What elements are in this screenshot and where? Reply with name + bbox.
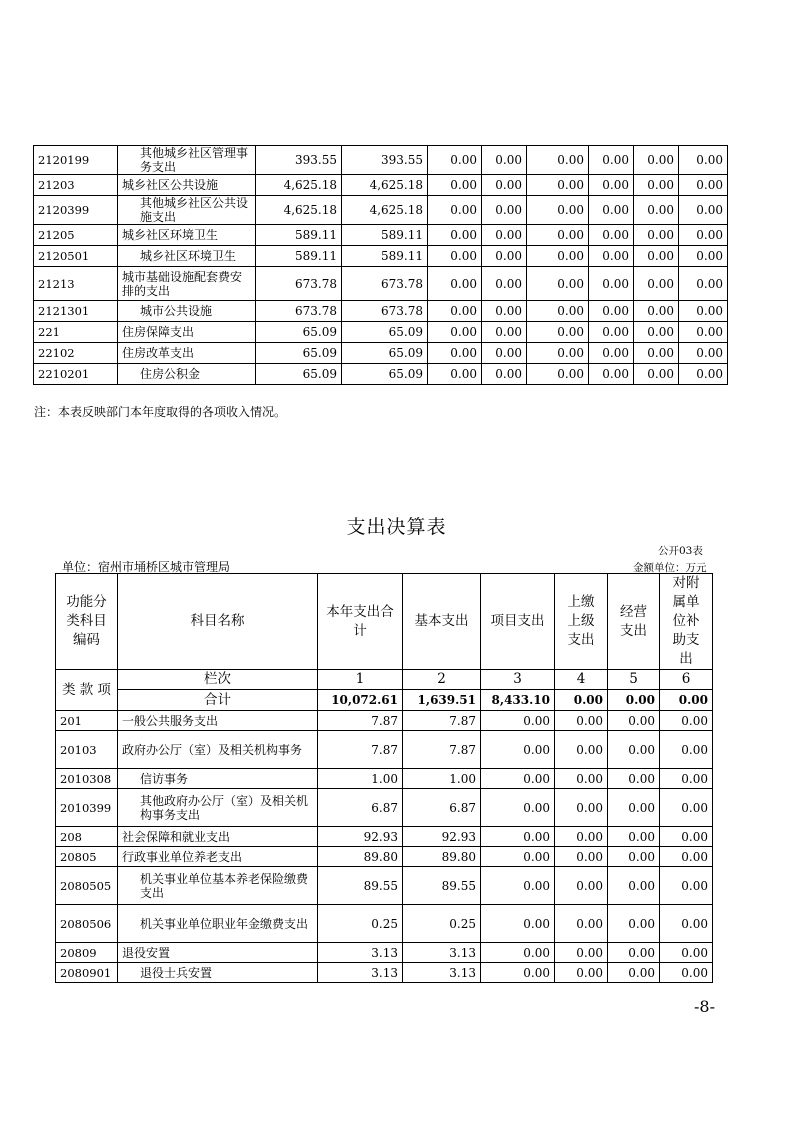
- row-name: 城市公共设施: [118, 301, 256, 322]
- row-value-2: 673.78: [342, 267, 428, 301]
- row-value-2: 4,625.18: [342, 175, 428, 196]
- row-value-1: 92.93: [318, 827, 403, 847]
- row-value-6: 0.00: [660, 789, 713, 827]
- row-value-2: 3.13: [403, 963, 481, 983]
- row-value-1: 589.11: [256, 225, 342, 246]
- row-value-2: 89.55: [403, 867, 481, 905]
- total-c6: 0.00: [660, 690, 713, 711]
- row-code: 2080901: [56, 963, 118, 983]
- table-row: [56, 711, 713, 731]
- col-num-6: 6: [660, 670, 713, 690]
- row-value-1: 65.09: [256, 322, 342, 343]
- row-value-4: 0.00: [482, 246, 527, 267]
- row-value-1: 589.11: [256, 246, 342, 267]
- row-name: 信访事务: [118, 769, 318, 789]
- table-row: [56, 731, 713, 769]
- row-value-2: 92.93: [403, 827, 481, 847]
- row-value-6: 0.00: [660, 711, 713, 731]
- row-code: 2010308: [56, 769, 118, 789]
- table-row: [34, 225, 728, 246]
- row-value-1: 4,625.18: [256, 196, 342, 225]
- row-value-6: 0.00: [660, 847, 713, 867]
- row-code: 2120501: [34, 246, 118, 267]
- row-value-3: 0.00: [428, 146, 482, 175]
- col-num-5: 5: [608, 670, 660, 690]
- table-row: [56, 827, 713, 847]
- row-value-4: 0.00: [482, 267, 527, 301]
- row-value-8: 0.00: [679, 196, 728, 225]
- header-c3: 项目支出: [481, 574, 555, 670]
- row-value-6: 0.00: [660, 827, 713, 847]
- total-c5: 0.00: [608, 690, 660, 711]
- row-value-1: 393.55: [256, 146, 342, 175]
- row-value-3: 0.00: [481, 789, 555, 827]
- row-value-2: 393.55: [342, 146, 428, 175]
- kind-kuan: 款: [79, 681, 94, 698]
- row-value-4: 0.00: [482, 301, 527, 322]
- income-table-body: [34, 146, 728, 385]
- row-value-7: 0.00: [634, 225, 679, 246]
- row-value-7: 0.00: [634, 364, 679, 385]
- col-num-4: 4: [555, 670, 608, 690]
- row-value-2: 3.13: [403, 943, 481, 963]
- total-c2: 1,639.51: [403, 690, 481, 711]
- table-row: [56, 789, 713, 827]
- row-value-6: 0.00: [660, 731, 713, 769]
- row-value-5: 0.00: [608, 731, 660, 769]
- header-c4: 上缴上级支出: [555, 574, 608, 670]
- row-value-4: 0.00: [482, 364, 527, 385]
- row-code: 20805: [56, 847, 118, 867]
- row-value-3: 0.00: [481, 847, 555, 867]
- row-value-2: 0.25: [403, 905, 481, 943]
- table-row: [56, 847, 713, 867]
- row-code: 2120399: [34, 196, 118, 225]
- table-row: [34, 301, 728, 322]
- total-c1: 10,072.61: [318, 690, 403, 711]
- row-value-8: 0.00: [679, 267, 728, 301]
- row-name: 城市基础设施配套费安排的支出: [118, 267, 256, 301]
- row-code: 22102: [34, 343, 118, 364]
- table-row: [34, 246, 728, 267]
- row-value-5: 0.00: [527, 267, 589, 301]
- table-row: [34, 322, 728, 343]
- row-value-2: 589.11: [342, 225, 428, 246]
- row-value-1: 3.13: [318, 943, 403, 963]
- row-code: 2121301: [34, 301, 118, 322]
- total-label: 合计: [118, 690, 318, 711]
- row-value-8: 0.00: [679, 364, 728, 385]
- row-value-3: 0.00: [481, 963, 555, 983]
- row-value-5: 0.00: [527, 196, 589, 225]
- total-row: [56, 690, 713, 711]
- row-value-8: 0.00: [679, 246, 728, 267]
- row-code: 221: [34, 322, 118, 343]
- row-code: 2080505: [56, 867, 118, 905]
- row-name: 机关事业单位职业年金缴费支出: [118, 905, 318, 943]
- header-c1: 本年支出合计: [318, 574, 403, 670]
- row-code: 2120199: [34, 146, 118, 175]
- row-value-3: 0.00: [481, 867, 555, 905]
- row-value-4: 0.00: [555, 867, 608, 905]
- row-value-1: 65.09: [256, 364, 342, 385]
- row-value-5: 0.00: [527, 322, 589, 343]
- row-value-4: 0.00: [555, 943, 608, 963]
- row-code: 21205: [34, 225, 118, 246]
- row-value-1: 0.25: [318, 905, 403, 943]
- row-value-8: 0.00: [679, 175, 728, 196]
- row-value-3: 0.00: [428, 364, 482, 385]
- row-value-6: 0.00: [660, 867, 713, 905]
- row-value-5: 0.00: [608, 867, 660, 905]
- row-value-5: 0.00: [527, 225, 589, 246]
- row-value-4: 0.00: [555, 711, 608, 731]
- table-row: [34, 343, 728, 364]
- header-c5: 经营支出: [608, 574, 660, 670]
- row-value-7: 0.00: [634, 267, 679, 301]
- row-code: 2010399: [56, 789, 118, 827]
- row-value-3: 0.00: [428, 343, 482, 364]
- row-value-4: 0.00: [555, 769, 608, 789]
- row-value-5: 0.00: [608, 963, 660, 983]
- row-name: 住房公积金: [118, 364, 256, 385]
- row-value-6: 0.00: [660, 943, 713, 963]
- row-value-6: 0.00: [660, 963, 713, 983]
- row-value-1: 3.13: [318, 963, 403, 983]
- row-code: 21213: [34, 267, 118, 301]
- row-value-4: 0.00: [555, 731, 608, 769]
- table-row: [34, 196, 728, 225]
- row-value-2: 6.87: [403, 789, 481, 827]
- row-code: 201: [56, 711, 118, 731]
- row-value-7: 0.00: [634, 343, 679, 364]
- row-name: 其他城乡社区管理事务支出: [118, 146, 256, 175]
- row-value-1: 89.80: [318, 847, 403, 867]
- row-value-5: 0.00: [608, 943, 660, 963]
- row-value-5: 0.00: [527, 246, 589, 267]
- row-value-5: 0.00: [527, 364, 589, 385]
- row-value-2: 65.09: [342, 343, 428, 364]
- row-value-6: 0.00: [589, 322, 634, 343]
- row-value-7: 0.00: [634, 322, 679, 343]
- row-name: 行政事业单位养老支出: [118, 847, 318, 867]
- row-value-2: 673.78: [342, 301, 428, 322]
- table-row: [56, 769, 713, 789]
- row-value-1: 4,625.18: [256, 175, 342, 196]
- row-value-4: 0.00: [482, 146, 527, 175]
- kind-cell: [56, 670, 118, 711]
- row-value-6: 0.00: [589, 267, 634, 301]
- row-code: 2210201: [34, 364, 118, 385]
- form-id: 公开03表: [658, 545, 703, 557]
- row-value-6: 0.00: [589, 246, 634, 267]
- row-value-4: 0.00: [555, 847, 608, 867]
- row-value-1: 7.87: [318, 731, 403, 769]
- row-name: 城乡社区环境卫生: [118, 225, 256, 246]
- expenditure-table-body: [56, 574, 713, 983]
- row-value-6: 0.00: [589, 364, 634, 385]
- row-code: 21203: [34, 175, 118, 196]
- row-value-3: 0.00: [428, 322, 482, 343]
- row-value-4: 0.00: [482, 196, 527, 225]
- row-value-4: 0.00: [482, 175, 527, 196]
- row-value-1: 1.00: [318, 769, 403, 789]
- row-value-3: 0.00: [428, 175, 482, 196]
- table-row: [34, 364, 728, 385]
- row-value-6: 0.00: [660, 905, 713, 943]
- amount-unit-label: 金额单位：万元: [633, 562, 707, 574]
- row-value-5: 0.00: [608, 847, 660, 867]
- kind-lei: 类: [62, 681, 76, 698]
- row-value-5: 0.00: [527, 343, 589, 364]
- row-name: 城乡社区环境卫生: [118, 246, 256, 267]
- row-name: 退役士兵安置: [118, 963, 318, 983]
- row-value-2: 7.87: [403, 731, 481, 769]
- expenditure-table: [55, 573, 713, 983]
- row-value-4: 0.00: [555, 963, 608, 983]
- row-value-5: 0.00: [527, 146, 589, 175]
- row-code: 20103: [56, 731, 118, 769]
- row-name: 其他政府办公厅（室）及相关机构事务支出: [118, 789, 318, 827]
- table-row: [56, 867, 713, 905]
- row-value-3: 0.00: [481, 905, 555, 943]
- page-number: -8-: [694, 997, 715, 1016]
- row-value-5: 0.00: [608, 769, 660, 789]
- row-value-2: 7.87: [403, 711, 481, 731]
- row-name: 住房保障支出: [118, 322, 256, 343]
- table-row: [34, 267, 728, 301]
- row-value-7: 0.00: [634, 146, 679, 175]
- column-number-row: [56, 670, 713, 690]
- row-value-1: 673.78: [256, 301, 342, 322]
- header-c2: 基本支出: [403, 574, 481, 670]
- row-value-8: 0.00: [679, 343, 728, 364]
- col-label: 栏次: [118, 670, 318, 690]
- row-name: 退役安置: [118, 943, 318, 963]
- row-value-4: 0.00: [482, 343, 527, 364]
- row-value-4: 0.00: [482, 225, 527, 246]
- row-value-7: 0.00: [634, 246, 679, 267]
- table-title: 支出决算表: [346, 516, 447, 538]
- header-c6: 对附属单位补助支出: [660, 574, 713, 670]
- col-num-2: 2: [403, 670, 481, 690]
- table-row: [56, 905, 713, 943]
- row-value-5: 0.00: [608, 905, 660, 943]
- table-row: [34, 175, 728, 196]
- row-value-3: 0.00: [428, 267, 482, 301]
- row-value-4: 0.00: [555, 827, 608, 847]
- row-name: 住房改革支出: [118, 343, 256, 364]
- row-value-3: 0.00: [481, 711, 555, 731]
- row-value-2: 65.09: [342, 364, 428, 385]
- row-value-3: 0.00: [428, 196, 482, 225]
- row-value-1: 89.55: [318, 867, 403, 905]
- row-value-7: 0.00: [634, 196, 679, 225]
- table-row: [56, 963, 713, 983]
- row-value-6: 0.00: [589, 146, 634, 175]
- row-code: 20809: [56, 943, 118, 963]
- row-name: 社会保障和就业支出: [118, 827, 318, 847]
- row-name: 一般公共服务支出: [118, 711, 318, 731]
- row-value-4: 0.00: [482, 322, 527, 343]
- row-value-8: 0.00: [679, 322, 728, 343]
- row-value-3: 0.00: [481, 827, 555, 847]
- row-value-3: 0.00: [481, 943, 555, 963]
- row-name: 城乡社区公共设施: [118, 175, 256, 196]
- total-c4: 0.00: [555, 690, 608, 711]
- unit-label: 单位：宿州市埇桥区城市管理局: [62, 560, 231, 574]
- row-value-2: 589.11: [342, 246, 428, 267]
- row-value-5: 0.00: [608, 711, 660, 731]
- row-value-7: 0.00: [634, 301, 679, 322]
- row-name: 其他城乡社区公共设施支出: [118, 196, 256, 225]
- row-value-3: 0.00: [481, 769, 555, 789]
- row-value-6: 0.00: [589, 196, 634, 225]
- row-value-5: 0.00: [608, 789, 660, 827]
- row-value-1: 7.87: [318, 711, 403, 731]
- row-value-2: 65.09: [342, 322, 428, 343]
- total-c3: 8,433.10: [481, 690, 555, 711]
- row-value-3: 0.00: [481, 731, 555, 769]
- row-value-7: 0.00: [634, 175, 679, 196]
- row-value-6: 0.00: [589, 225, 634, 246]
- table-row: [56, 943, 713, 963]
- row-value-3: 0.00: [428, 301, 482, 322]
- row-code: 208: [56, 827, 118, 847]
- col-num-3: 3: [481, 670, 555, 690]
- row-value-4: 0.00: [555, 905, 608, 943]
- row-value-5: 0.00: [608, 827, 660, 847]
- col-num-1: 1: [318, 670, 403, 690]
- row-value-1: 6.87: [318, 789, 403, 827]
- row-value-8: 0.00: [679, 146, 728, 175]
- row-value-3: 0.00: [428, 225, 482, 246]
- table-row: [34, 146, 728, 175]
- row-name: 机关事业单位基本养老保险缴费支出: [118, 867, 318, 905]
- row-value-2: 4,625.18: [342, 196, 428, 225]
- row-code: 2080506: [56, 905, 118, 943]
- row-value-6: 0.00: [589, 301, 634, 322]
- header-row: [56, 574, 713, 670]
- row-value-1: 65.09: [256, 343, 342, 364]
- header-name: 科目名称: [118, 574, 318, 670]
- row-value-8: 0.00: [679, 301, 728, 322]
- row-value-6: 0.00: [589, 175, 634, 196]
- row-value-6: 0.00: [589, 343, 634, 364]
- income-table-continued: [33, 145, 728, 385]
- row-name: 政府办公厅（室）及相关机构事务: [118, 731, 318, 769]
- header-code: 功能分类科目编码: [56, 574, 118, 670]
- kind-xiang: 项: [97, 681, 111, 698]
- row-value-2: 89.80: [403, 847, 481, 867]
- row-value-6: 0.00: [660, 769, 713, 789]
- table-note: 注：本表反映部门本年度取得的各项收入情况。: [34, 405, 287, 419]
- row-value-5: 0.00: [527, 301, 589, 322]
- row-value-8: 0.00: [679, 225, 728, 246]
- row-value-5: 0.00: [527, 175, 589, 196]
- row-value-1: 673.78: [256, 267, 342, 301]
- row-value-4: 0.00: [555, 789, 608, 827]
- row-value-3: 0.00: [428, 246, 482, 267]
- row-value-2: 1.00: [403, 769, 481, 789]
